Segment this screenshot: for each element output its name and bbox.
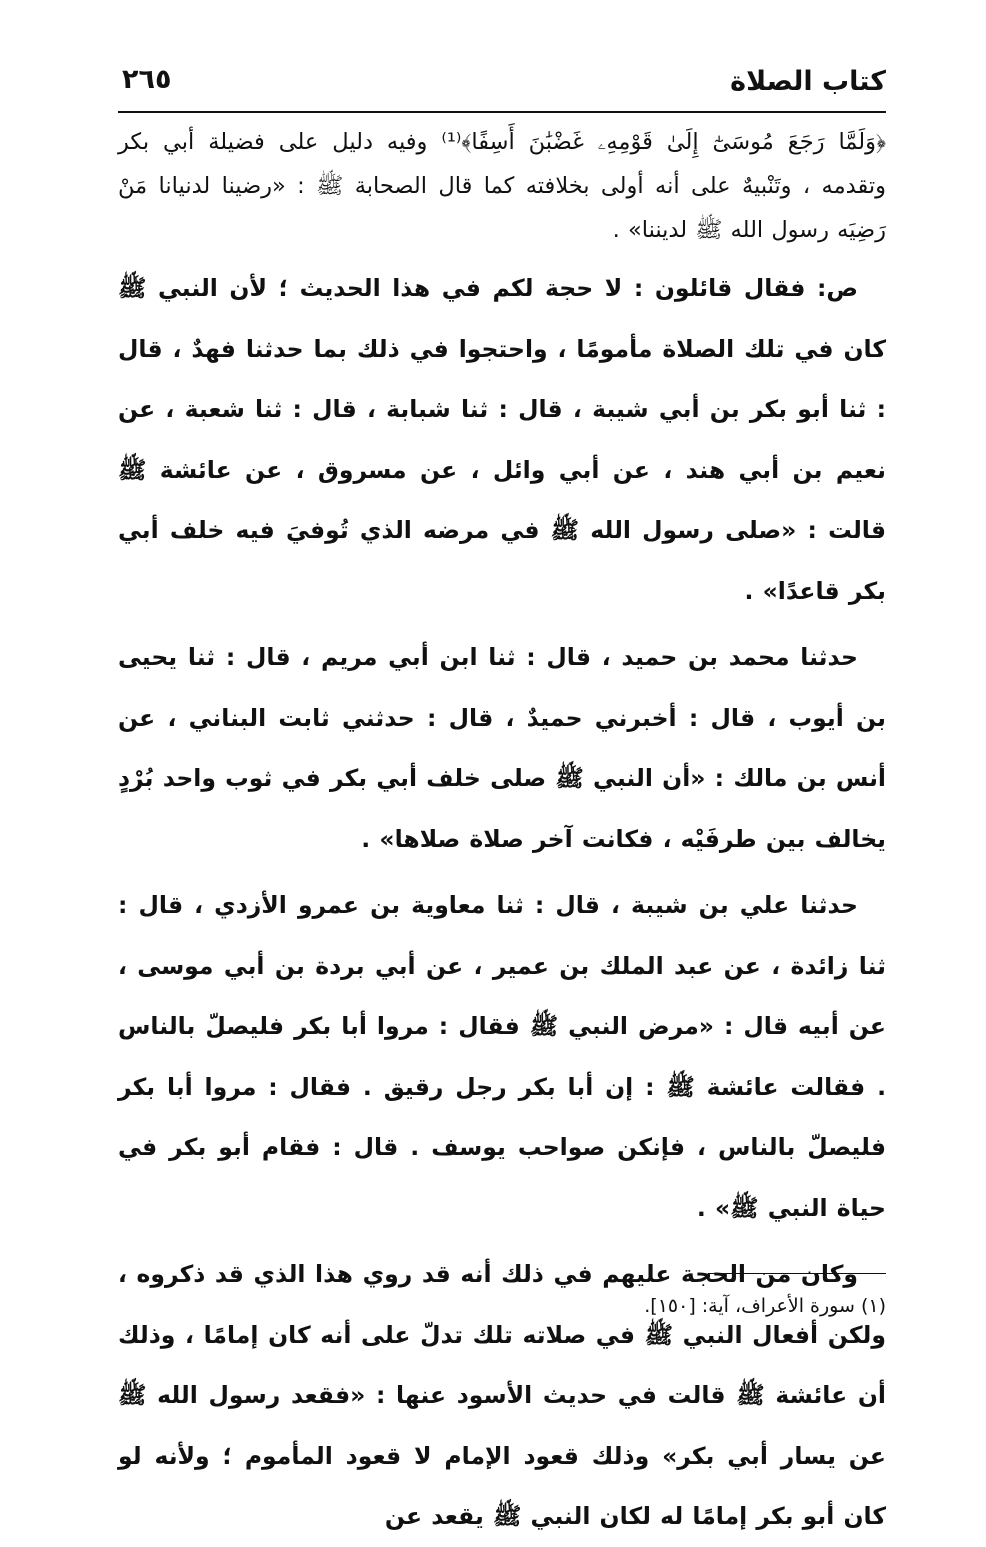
paragraph-4-text: حدثنا علي بن شيبة ، قال : ثنا معاوية بن عمرو الأزدي ، قال : ثنا زائدة ، عن عبد الملك بن عمير ، عن أبي بردة بن أبي موسى ، عن أبيه قال : «مرض النبي ﷺ فقال : مروا أبا بكر فليصلّ بالناس . فقالت عائشة ﷺ : إن أبا بكر رجل رقيق . فقال : مروا أبا بكر فليصلّ بالناس ، فإنكن صواحب يوسف . قال : فقام أبو بكر في حياة النبي ﷺ» . bbox=[118, 891, 886, 1222]
page-header bbox=[118, 62, 886, 108]
paragraph-2 bbox=[118, 258, 886, 621]
paragraph-3-text: حدثنا محمد بن حميد ، قال : ثنا ابن أبي مريم ، قال : ثنا يحيى بن أيوب ، قال : أخبرني حميدٌ ، قال : حدثني ثابت البناني ، عن أنس بن مالك : «أن النبي ﷺ صلى خلف أبي بكر في ثوب واحد بُرْدٍ يخالف بين طرفَيْه ، فكانت آخر صلاة صلاها» . bbox=[118, 643, 886, 853]
paragraph-1-text: ﴿وَلَمَّا رَجَعَ مُوسَىٰٓ إِلَىٰ قَوْمِهِۦ غَضْبَٰنَ أَسِفًا﴾⁽¹⁾ وفيه دليل على فضيلة أبي بكر وتقدمه ، وتَنْبيهٌ على أنه أولى بخلافته كما قال الصحابة ﷺ : «رضينا لدنيانا مَنْ رَضِيَه رسول الله ﷺ لديننا» . bbox=[118, 129, 886, 243]
footnote-divider bbox=[708, 1273, 886, 1274]
paragraph-5-text: وكان من الحجة عليهم في ذلك أنه قد روي هذا الذي قد ذكروه ، ولكن أفعال النبي ﷺ في صلاته تلك تدلّ على أنه كان إمامًا ، وذلك أن عائشة ﷺ قالت في حديث الأسود عنها : «فقعد رسول الله ﷺ عن يسار أبي بكر» وذلك قعود الإمام لا قعود المأموم ؛ ولأنه لو كان أبو بكر إمامًا له لكان النبي ﷺ يقعد عن bbox=[118, 1260, 886, 1530]
header-divider bbox=[118, 111, 886, 113]
paragraph-2-text: ص: فقال قائلون : لا حجة لكم في هذا الحديث ؛ لأن النبي ﷺ كان في تلك الصلاة مأمومًا ، واحتجوا في ذلك بما حدثنا فهدٌ ، قال : ثنا أبو بكر بن أبي شيبة ، قال : ثنا شبابة ، قال : ثنا شعبة ، عن نعيم بن أبي هند ، عن أبي وائل ، عن مسروق ، عن عائشة ﷺ قالت : «صلى رسول الله ﷺ في مرضه الذي تُوفيَ فيه خلف أبي بكر قاعدًا» . bbox=[118, 274, 886, 605]
paragraph-4 bbox=[118, 875, 886, 1238]
paragraph-5 bbox=[118, 1244, 886, 1547]
paragraph-3 bbox=[118, 627, 886, 869]
page-number: ٢٦٥ bbox=[122, 64, 172, 95]
paragraph-1 bbox=[118, 120, 886, 252]
body-text bbox=[118, 120, 886, 1547]
footnote: (١) سورة الأعراف، آية: [١٥٠]. bbox=[644, 1295, 886, 1317]
book-title: كتاب الصلاة bbox=[730, 66, 886, 97]
